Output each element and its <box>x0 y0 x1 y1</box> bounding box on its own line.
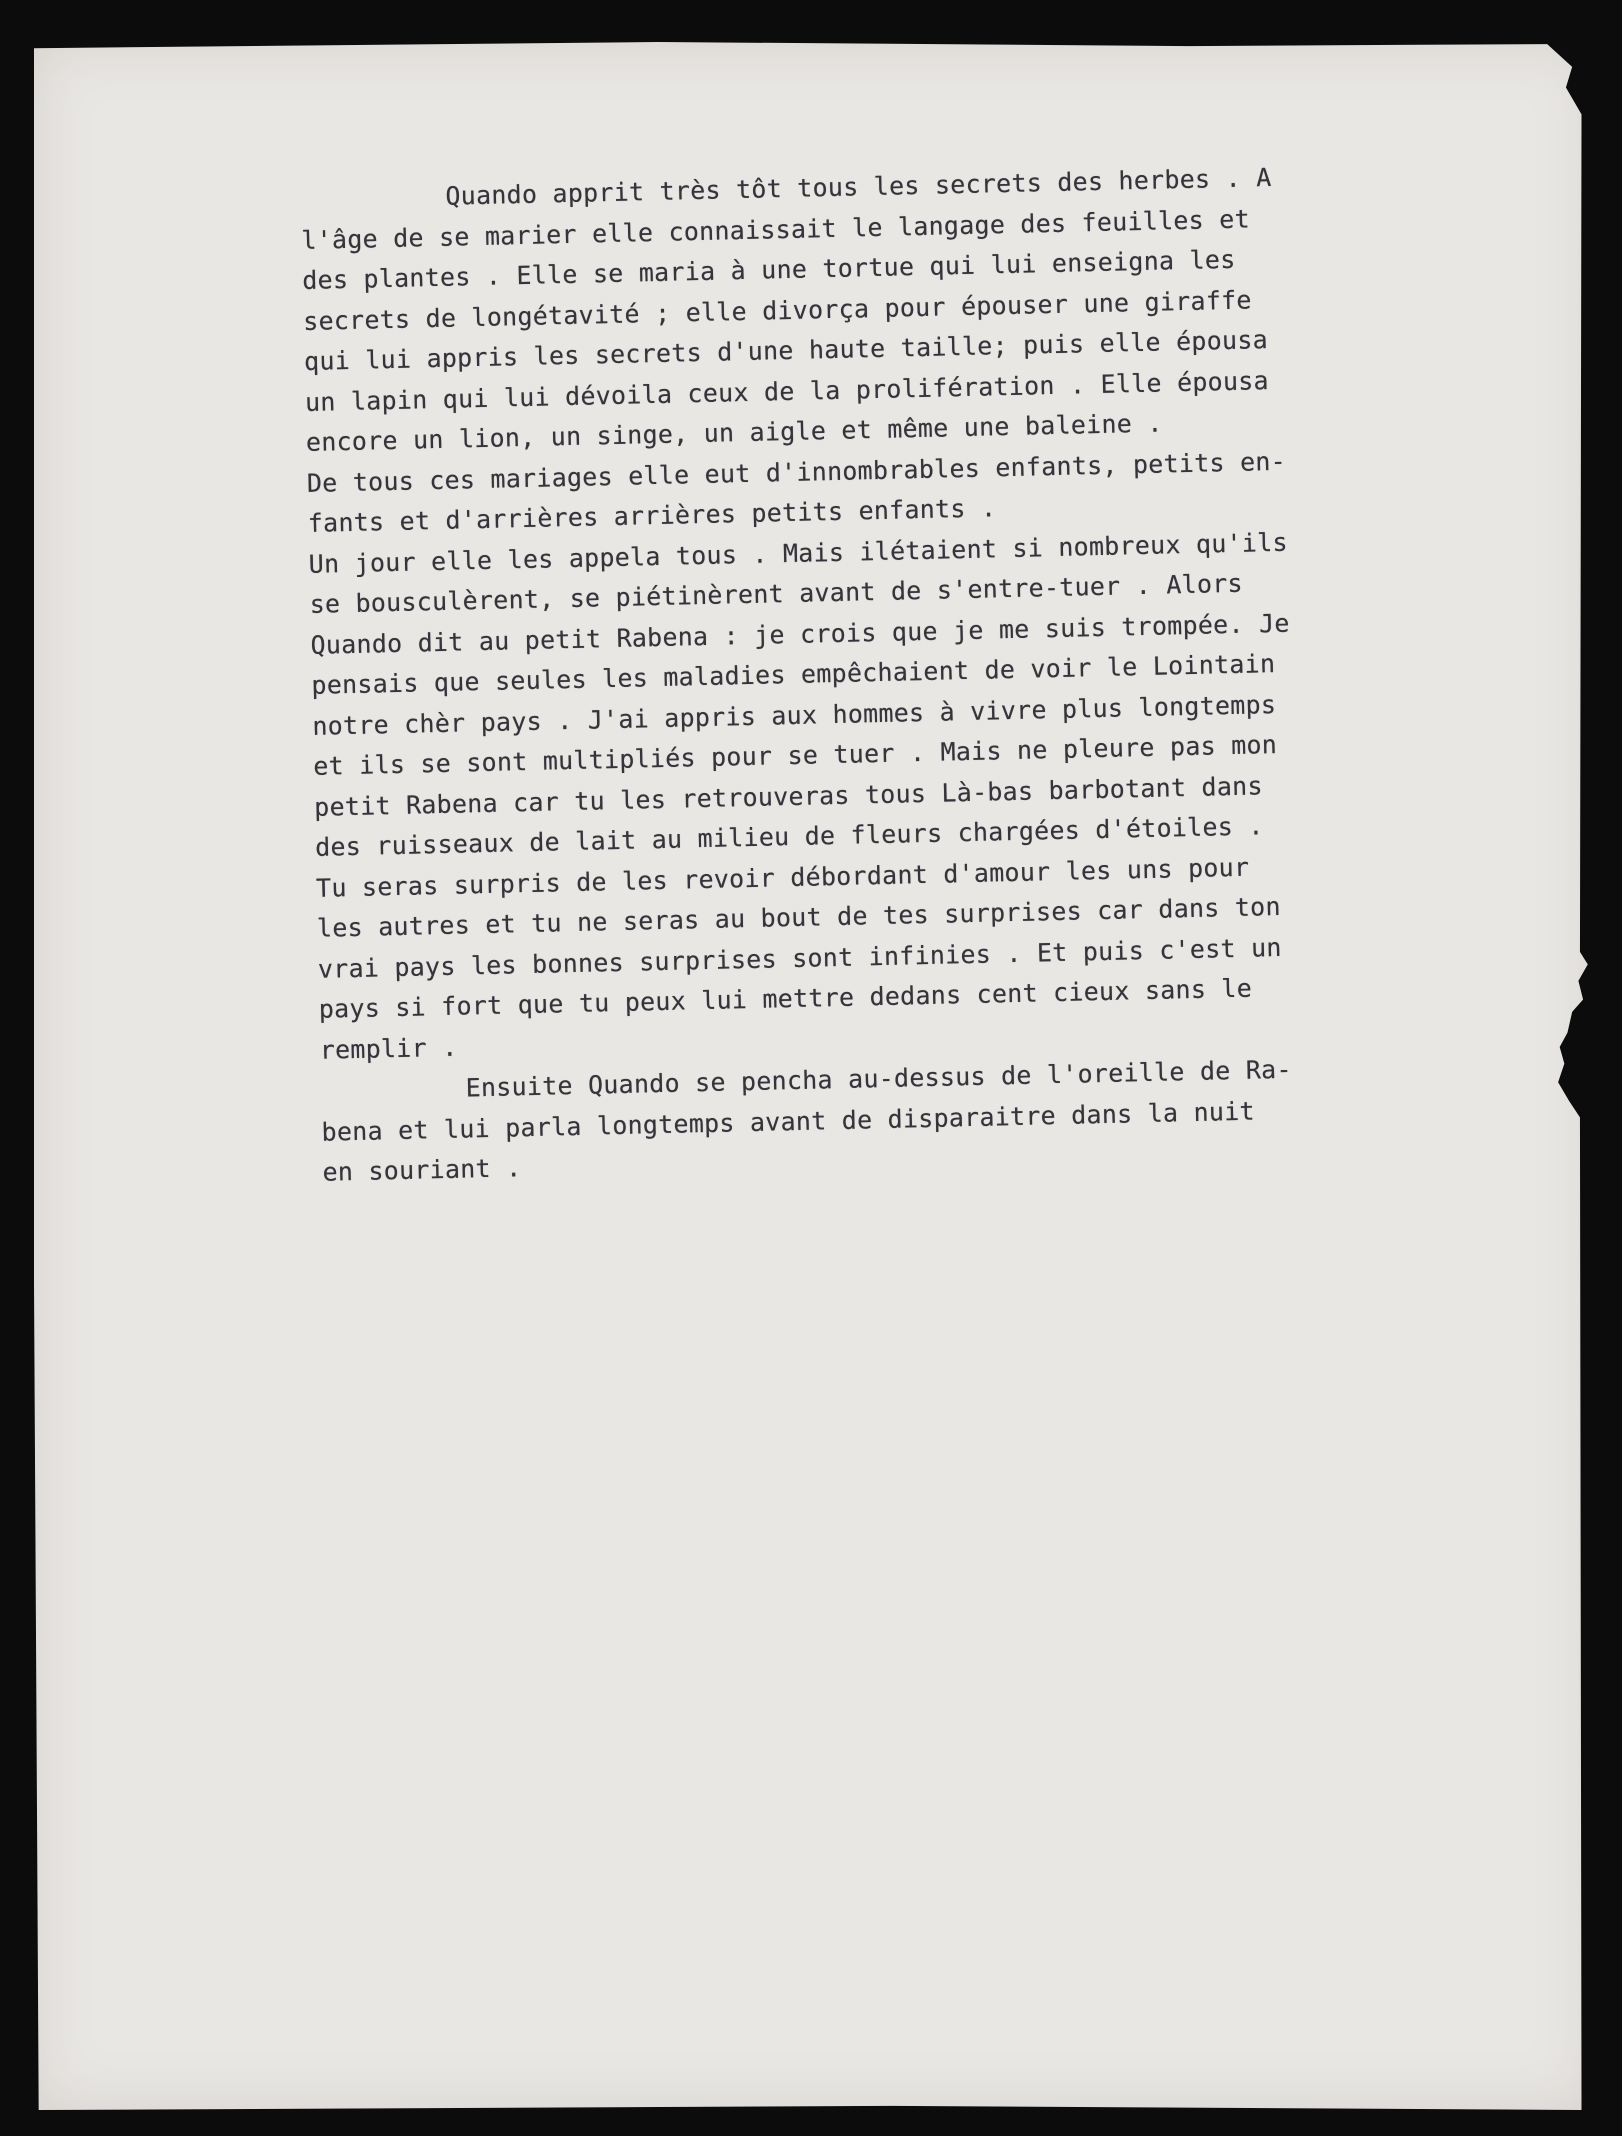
paragraph-1 <box>300 151 1580 1070</box>
text-line: se bousculèrent, se piétinèrent avant de s'entre-tuer . Alors <box>309 568 1244 619</box>
text-line: un lapin qui lui dévoila ceux de la prolifération . Elle épousa <box>304 365 1270 417</box>
text-line: des ruisseaux de lait au milieu de fleurs chargées d'étoiles . <box>314 811 1264 862</box>
text-line: Un jour elle les appela tous . Mais ilétaient si nombreux qu'ils <box>308 527 1289 579</box>
text-line: les autres et tu ne seras au bout de tes surprises car dans ton <box>316 891 1282 943</box>
text-line: bena et lui parla longtemps avant de disparaitre dans la nuit <box>321 1096 1256 1147</box>
text-line: Quando dit au petit Rabena : je crois que je me suis trompée. Je <box>310 608 1290 660</box>
text-line: l'âge de se marier elle connaissait le langage des feuilles et <box>301 203 1251 255</box>
text-line: pays si fort que tu peux lui mettre dedans cent cieux sans le <box>318 973 1253 1024</box>
text-line: secrets de longétavité ; elle divorça pour épouser une giraffe <box>302 284 1252 336</box>
text-line: Tu seras surpris de les revoir débordant d'amour les uns pour <box>315 852 1250 903</box>
text-line: fants et d'arrières arrières petits enfants . <box>307 493 997 538</box>
text-line: et ils se sont multipliés pour se tuer . Mais ne pleure pas mon <box>312 729 1278 781</box>
typewritten-text <box>300 151 1583 1193</box>
text-line: qui lui appris les secrets d'une haute taille; puis elle épousa <box>303 325 1269 376</box>
text-line: des plantes . Elle se maria à une tortue qui lui enseigna les <box>301 244 1236 295</box>
text-line: pensais que seules les maladies empêchaient de voir le Lointain <box>311 649 1276 700</box>
text-line: remplir . <box>319 1032 458 1065</box>
text-line: Ensuite Quando se pencha au-dessus de l'oreille de Ra- <box>465 1054 1293 1103</box>
text-line: encore un lion, un singe, un aigle et même une baleine . <box>305 408 1163 457</box>
text-line: Quando apprit très tôt tous les secrets des herbes . A <box>445 162 1272 211</box>
text-line: petit Rabena car tu les retrouveras tous Là-bas barbotant dans <box>313 770 1263 822</box>
text-line: notre chèr pays . J'ai appris aux hommes à vivre plus longtemps <box>312 689 1277 741</box>
text-line: en souriant . <box>322 1153 522 1187</box>
text-line: vrai pays les bonnes surprises sont infinies . Et puis c'est un <box>317 932 1282 984</box>
text-line: De tous ces mariages elle eut d'innombrables enfants, petits en- <box>306 446 1287 498</box>
